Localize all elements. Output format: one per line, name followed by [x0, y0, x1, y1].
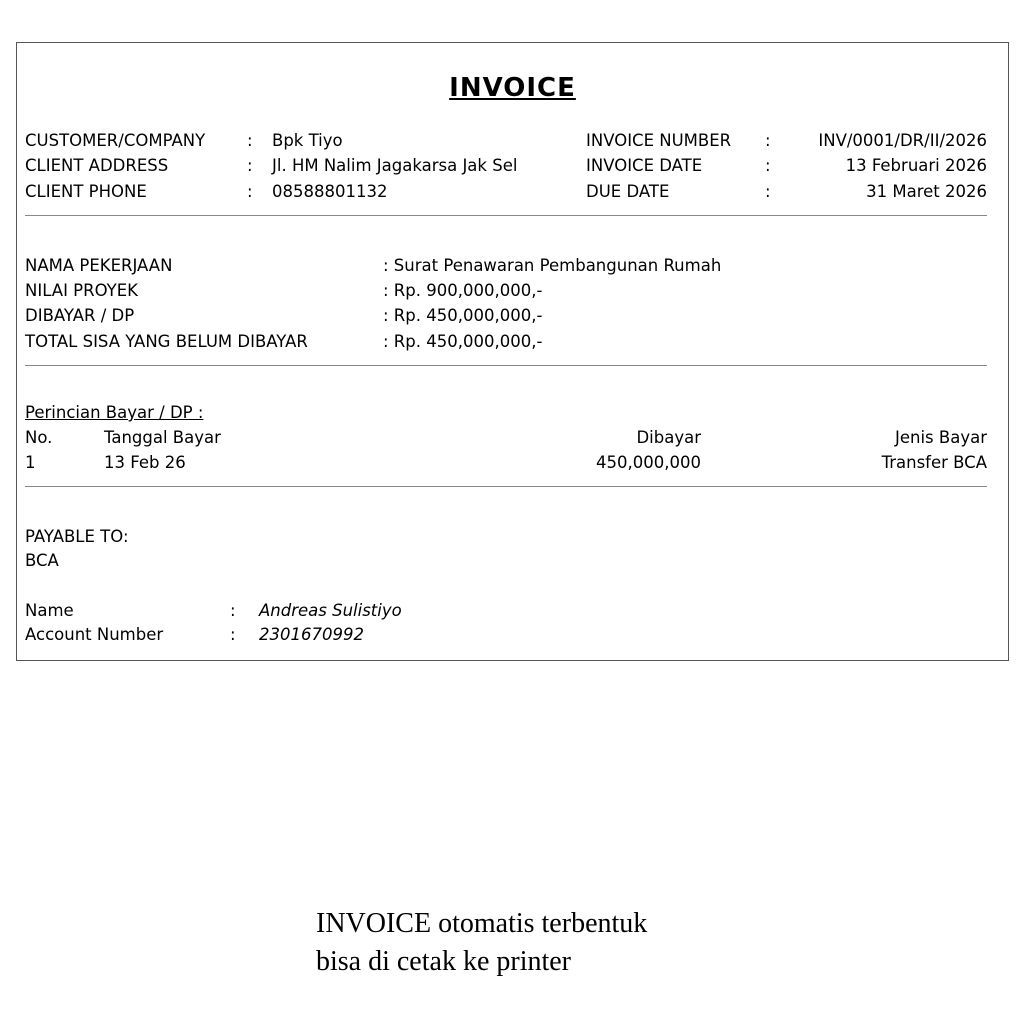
account-number-colon: : — [230, 625, 236, 644]
column-header-no: No. — [25, 428, 53, 447]
invoice-title: INVOICE — [449, 73, 576, 103]
invoice-date-colon: : — [765, 156, 771, 175]
due-date-value: 31 Maret 2026 — [866, 182, 987, 201]
account-number-value: 2301670992 — [259, 625, 364, 644]
payment-row-date: 13 Feb 26 — [104, 453, 186, 472]
invoice-number-label: INVOICE NUMBER — [586, 131, 732, 150]
address-value: Jl. HM Nalim Jagakarsa Jak Sel — [272, 156, 518, 175]
customer-colon: : — [247, 131, 253, 150]
invoice-date-label: INVOICE DATE — [586, 156, 703, 175]
address-label: CLIENT ADDRESS — [25, 156, 169, 175]
column-header-paid: Dibayar — [636, 428, 701, 447]
divider — [25, 215, 987, 216]
job-value: : Surat Penawaran Pembangunan Rumah — [383, 256, 722, 275]
paid-value: : Rp. 450,000,000,- — [383, 306, 543, 325]
payment-row-type: Transfer BCA — [881, 453, 987, 472]
customer-label: CUSTOMER/COMPANY — [25, 131, 206, 150]
column-header-type: Jenis Bayar — [895, 428, 987, 447]
payable-heading: PAYABLE TO: — [25, 527, 129, 546]
payable-bank: BCA — [25, 551, 59, 570]
job-label: NAMA PEKERJAAN — [25, 256, 173, 275]
phone-colon: : — [247, 182, 253, 201]
paid-label: DIBAYAR / DP — [25, 306, 135, 325]
remaining-value: : Rp. 450,000,000,- — [383, 332, 543, 351]
caption-line-1: INVOICE otomatis terbentuk — [316, 908, 648, 939]
column-header-date: Tanggal Bayar — [104, 428, 221, 447]
invoice-date-value: 13 Februari 2026 — [845, 156, 987, 175]
account-name-colon: : — [230, 601, 236, 620]
divider — [25, 365, 987, 366]
address-colon: : — [247, 156, 253, 175]
phone-value: 08588801132 — [272, 182, 388, 201]
phone-label: CLIENT PHONE — [25, 182, 147, 201]
account-name-label: Name — [25, 601, 74, 620]
payment-row-no: 1 — [25, 453, 36, 472]
payment-row-amount: 450,000,000 — [596, 453, 701, 472]
due-date-label: DUE DATE — [586, 182, 670, 201]
project-value-label: NILAI PROYEK — [25, 281, 139, 300]
due-date-colon: : — [765, 182, 771, 201]
divider — [25, 486, 987, 487]
invoice-number-colon: : — [765, 131, 771, 150]
payments-heading: Perincian Bayar / DP : — [25, 403, 204, 422]
customer-value: Bpk Tiyo — [272, 131, 343, 150]
project-value-value: : Rp. 900,000,000,- — [383, 281, 543, 300]
account-number-label: Account Number — [25, 625, 164, 644]
invoice-number-value: INV/0001/DR/II/2026 — [818, 131, 987, 150]
account-name-value: Andreas Sulistiyo — [259, 601, 402, 620]
invoice-document — [16, 42, 1009, 661]
caption-line-2: bisa di cetak ke printer — [316, 946, 572, 977]
remaining-label: TOTAL SISA YANG BELUM DIBAYAR — [25, 332, 308, 351]
